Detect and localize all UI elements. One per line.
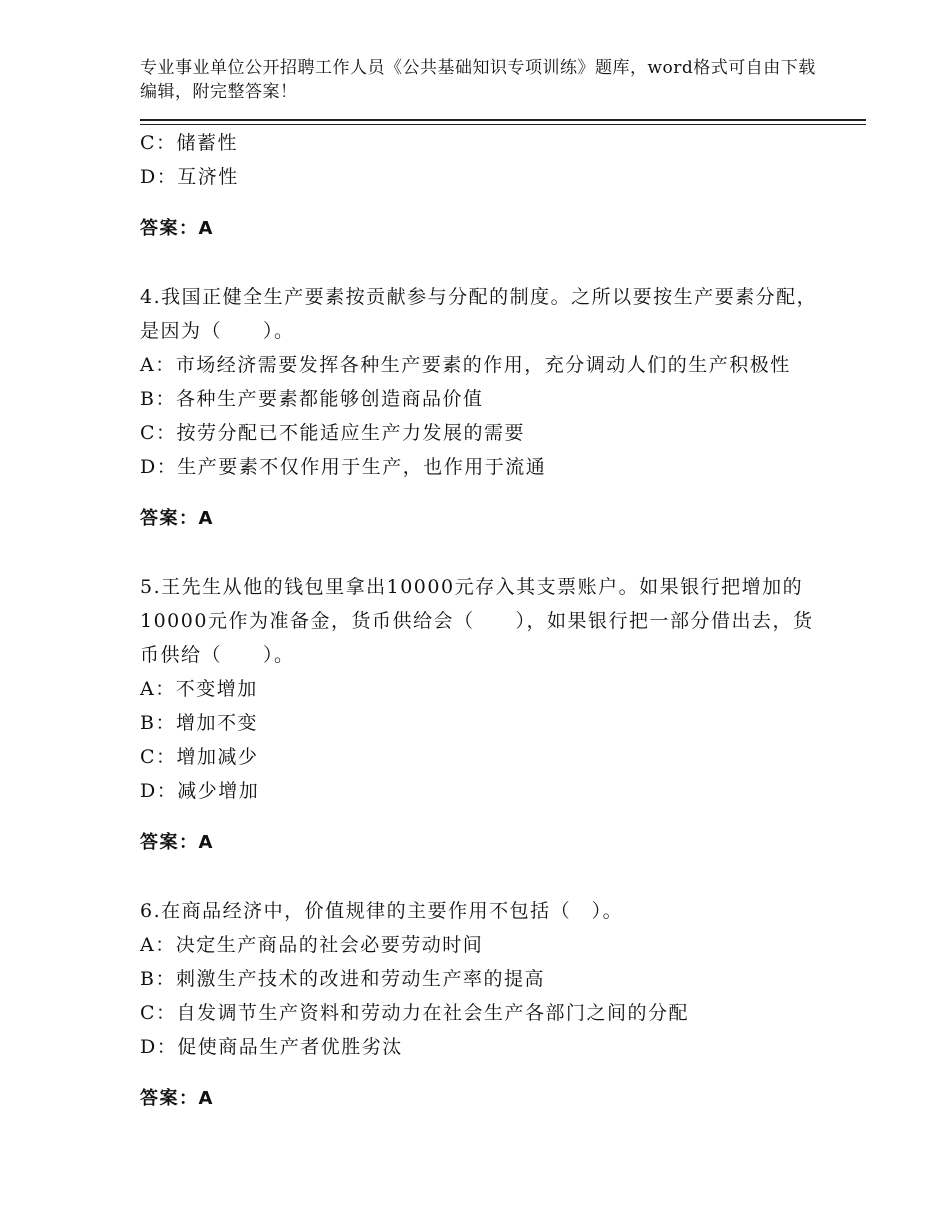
option-d: D：促使商品生产者优胜劣汰 <box>140 1036 403 1058</box>
answer-label: 答案：A <box>140 1088 214 1109</box>
option-c: C：增加减少 <box>140 746 259 768</box>
option-b: B：刺激生产技术的改进和劳动生产率的提高 <box>140 968 545 990</box>
option-d: D：减少增加 <box>140 780 260 802</box>
option-c: C：按劳分配已不能适应生产力发展的需要 <box>140 422 526 444</box>
option-d: D：互济性 <box>140 166 239 188</box>
question-4 <box>140 280 820 536</box>
answer-label: 答案：A <box>140 832 214 853</box>
option-a: A：决定生产商品的社会必要劳动时间 <box>140 934 484 956</box>
answer-label: 答案：A <box>140 218 214 239</box>
option-b: B：各种生产要素都能够创造商品价值 <box>140 388 484 410</box>
question-list <box>140 126 820 1134</box>
answer-label: 答案：A <box>140 508 214 529</box>
question-stem: 4.我国正健全生产要素按贡献参与分配的制度。之所以要按生产要素分配，是因为（ ）。 <box>140 286 818 342</box>
option-b: B：增加不变 <box>140 712 258 734</box>
question-5 <box>140 570 820 860</box>
option-d: D：生产要素不仅作用于生产，也作用于流通 <box>140 456 547 478</box>
question-6 <box>140 894 820 1116</box>
option-c: C：自发调节生产资料和劳动力在社会生产各部门之间的分配 <box>140 1002 690 1024</box>
page-header: 专业事业单位公开招聘工作人员《公共基础知识专项训练》题库，word格式可自由下载编辑，附完整答案！ <box>140 58 816 102</box>
continued-question-block <box>140 126 820 246</box>
header-rule <box>140 119 866 125</box>
option-a: A：市场经济需要发挥各种生产要素的作用，充分调动人们的生产积极性 <box>140 354 791 376</box>
option-c: C：储蓄性 <box>140 132 239 154</box>
question-stem: 6.在商品经济中，价值规律的主要作用不包括（ ）。 <box>140 900 624 922</box>
option-a: A：不变增加 <box>140 678 258 700</box>
question-stem: 5.王先生从他的钱包里拿出10000元存入其支票账户。如果银行把增加的10000元作为准备金，货币供给会（ ），如果银行把一部分借出去，货币供给（ ）。 <box>140 576 814 666</box>
